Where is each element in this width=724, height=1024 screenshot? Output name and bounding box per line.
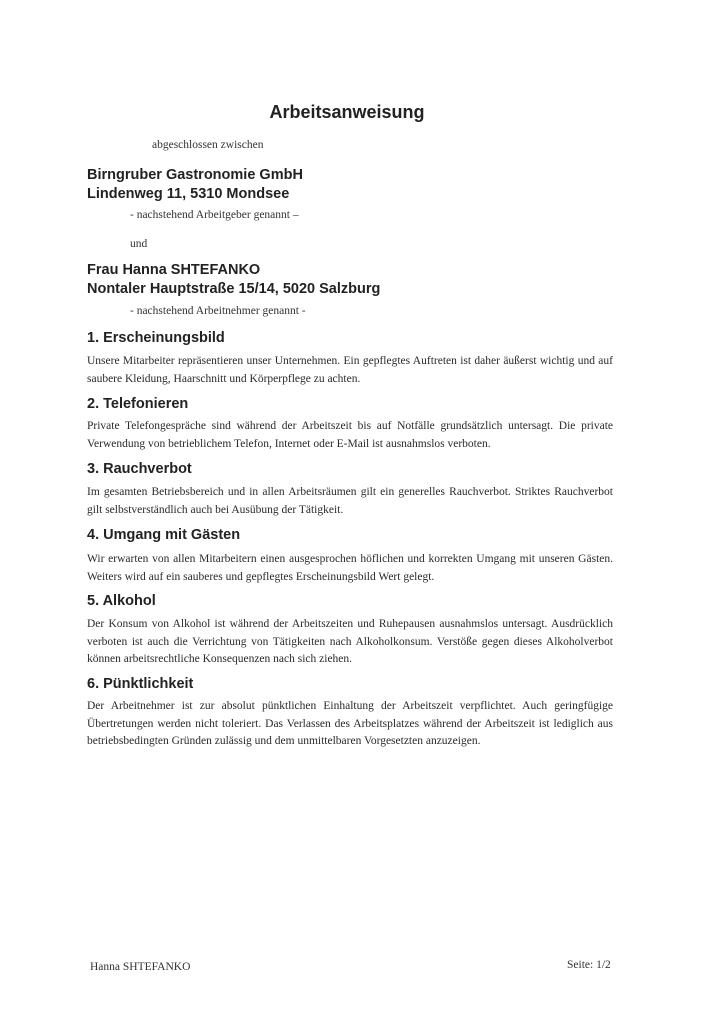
section-heading: 2. Telefonieren: [87, 396, 189, 412]
section-heading: 1. Erscheinungsbild: [87, 330, 225, 346]
section-text: Private Telefongespräche sind während der Arbeitszeit bis auf Notfälle grundsätzlich untersagt. Die private Verwendung von betrieblichem Telefon, Internet oder E-Mail ist ausnahmslos verboten.: [87, 420, 613, 450]
employer-block: [87, 166, 303, 204]
employee-name: Frau Hanna SHTEFANKO: [87, 262, 261, 278]
section-text: Unsere Mitarbeiter repräsentieren unser Unternehmen. Ein gepflegtes Auftreten ist daher äußerst wichtig und auf saubere Kleidung, Haarschnitt und Körperpflege zu achten.: [87, 355, 613, 385]
footer-name: Hanna SHTEFANKO: [90, 961, 191, 973]
page-number: Seite: 1/2: [567, 959, 611, 971]
employee-role-note: - nachstehend Arbeitnehmer genannt -: [130, 305, 306, 317]
section-heading: 3. Rauchverbot: [87, 461, 192, 477]
section-text: Der Arbeitnehmer ist zur absolut pünktlichen Einhaltung der Arbeitszeit verpflichtet. Auch geringfügige Übertretungen werden nicht toleriert. Das Verlassen des Arbeitsplatzes während der Arbeitszeit ist lediglich aus betriebsbedingten Gründen zulässig und dem unmittelbaren Vorgesetzten anzuzeigen.: [87, 700, 613, 747]
document-title: Arbeitsanweisung: [269, 102, 425, 122]
employee-address: Nontaler Hauptstraße 15/14, 5020 Salzburg: [87, 281, 381, 297]
conjunction-text: und: [130, 238, 148, 250]
section-text: Der Konsum von Alkohol ist während der Arbeitszeiten und Ruhepausen ausnahmslos untersagt. Ausdrücklich verboten ist auch die Verrichtung von Tätigkeiten nach Alkoholkonsum. Verstöße gegen dieses Alkoholverbot können arbeitsrechtliche Konsequenzen nach sich ziehen.: [87, 618, 613, 665]
employee-block: [87, 261, 380, 299]
section-heading: 4. Umgang mit Gästen: [87, 527, 241, 543]
employer-address: Lindenweg 11, 5310 Mondsee: [87, 186, 290, 202]
section-heading: 6. Pünktlichkeit: [87, 676, 194, 692]
employer-name: Birngruber Gastronomie GmbH: [87, 167, 303, 183]
intro-text: abgeschlossen zwischen: [152, 139, 264, 151]
employer-role-note: - nachstehend Arbeitgeber genannt –: [130, 209, 299, 221]
section-text: Wir erwarten von allen Mitarbeitern einen ausgesprochen höflichen und korrekten Umgang mit unseren Gästen. Weiters wird auf ein sauberes und gepflegtes Erscheinungsbild Wert gelegt.: [87, 553, 613, 583]
section-heading: 5. Alkohol: [87, 593, 156, 609]
section-text: Im gesamten Betriebsbereich und in allen Arbeitsräumen gilt ein generelles Rauchverbot. Striktes Rauchverbot gilt selbstverständlich auch bei Ausübung der Tätigkeit.: [87, 486, 613, 516]
